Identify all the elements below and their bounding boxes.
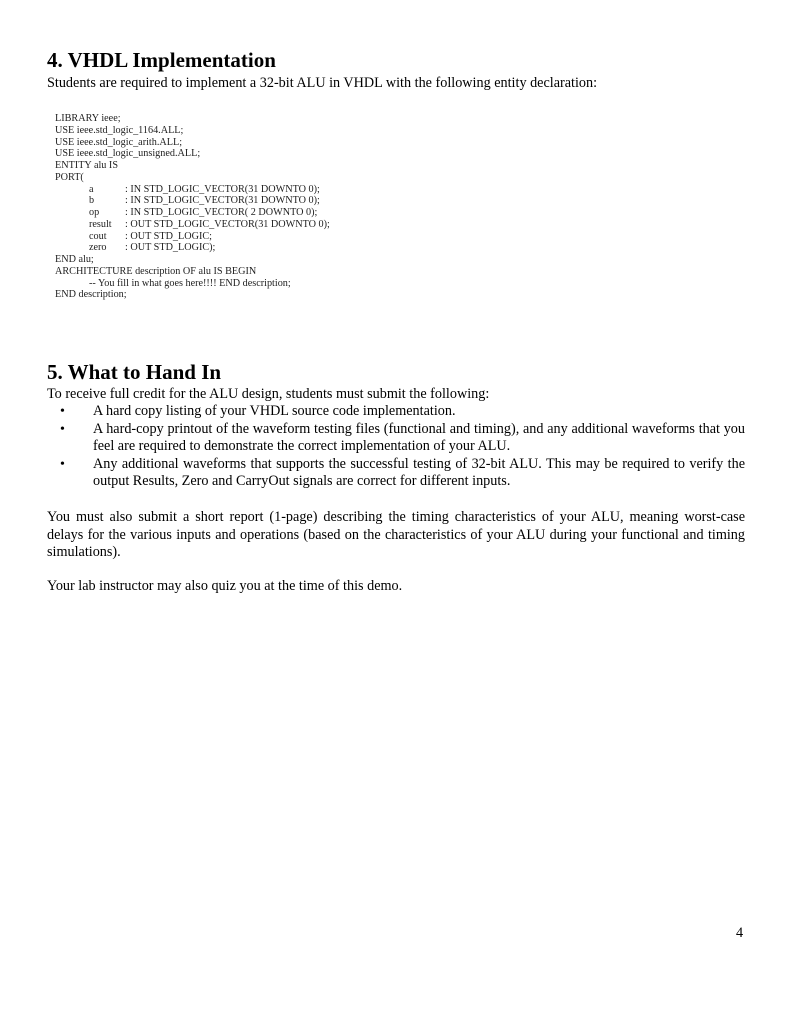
port-decl: : IN STD_LOGIC_VECTOR(31 DOWNTO 0); [125,183,320,195]
report-paragraph: You must also submit a short report (1-page) describing the timing characteristics of your ALU, meaning worst-case delays for the various inputs and operations (based on the characteristics of your ALU during your functional and timing simulations). [47,509,745,561]
port-decl: : OUT STD_LOGIC; [125,230,212,242]
port-line [55,231,385,243]
section-4-heading: 4. VHDL Implementation [47,48,276,72]
code-line: USE ieee.std_logic_arith.ALL; [55,136,183,148]
code-line: USE ieee.std_logic_unsigned.ALL; [55,148,201,160]
port-line [55,219,385,231]
port-line [55,207,385,219]
bullet-icon: • [60,456,65,472]
port-name: zero [89,242,107,254]
port-decl: : IN STD_LOGIC_VECTOR(31 DOWNTO 0); [125,195,320,207]
code-line: ENTITY alu IS [55,160,118,171]
code-line: PORT( [55,171,84,183]
code-line: LIBRARY ieee; [55,113,121,124]
code-line: END alu; [55,254,94,265]
list-item [60,403,745,421]
port-name: result [89,218,112,230]
list-item-text: A hard-copy printout of the waveform testing files (functional and timing), and any additional waveforms that you feel are required to demonstrate the correct implementation of your ALU. [93,420,745,455]
port-name: cout [89,230,107,242]
quiz-paragraph: Your lab instructor may also quiz you at the time of this demo. [47,578,403,594]
port-decl: : IN STD_LOGIC_VECTOR( 2 DOWNTO 0); [125,207,318,218]
port-name: op [89,207,100,218]
section-5-heading: 5. What to Hand In [47,360,222,384]
hand-in-list [60,403,745,491]
code-line: ARCHITECTURE description OF alu IS BEGIN [55,265,257,277]
section-4-intro: Students are required to implement a 32-bit ALU in VHDL with the following entity declaration: [47,75,598,91]
bullet-icon: • [60,404,65,419]
list-item-text: Any additional waveforms that supports the successful testing of 32-bit ALU. This may be required to verify the output Results, Zero and CarryOut signals are correct for different inputs. [93,455,745,490]
port-decl: : OUT STD_LOGIC_VECTOR(31 DOWNTO 0); [125,218,330,230]
port-name: b [89,195,95,207]
bullet-icon: • [60,421,65,437]
section-5-intro: To receive full credit for the ALU design, students must submit the following: [47,386,490,402]
code-comment: -- You fill in what goes here!!!! END description; [89,277,291,289]
list-item [60,456,745,491]
list-item [60,421,745,456]
port-line [55,242,385,254]
port-line [55,195,385,207]
port-name: a [89,183,94,195]
port-line [55,184,385,196]
vhdl-code-block [55,113,385,335]
list-item-text: A hard copy listing of your VHDL source code implementation. [93,403,456,419]
code-line: USE ieee.std_logic_1164.ALL; [55,124,184,136]
code-line: END description; [55,289,127,301]
page-number: 4 [736,925,744,941]
port-decl: : OUT STD_LOGIC); [125,242,216,254]
